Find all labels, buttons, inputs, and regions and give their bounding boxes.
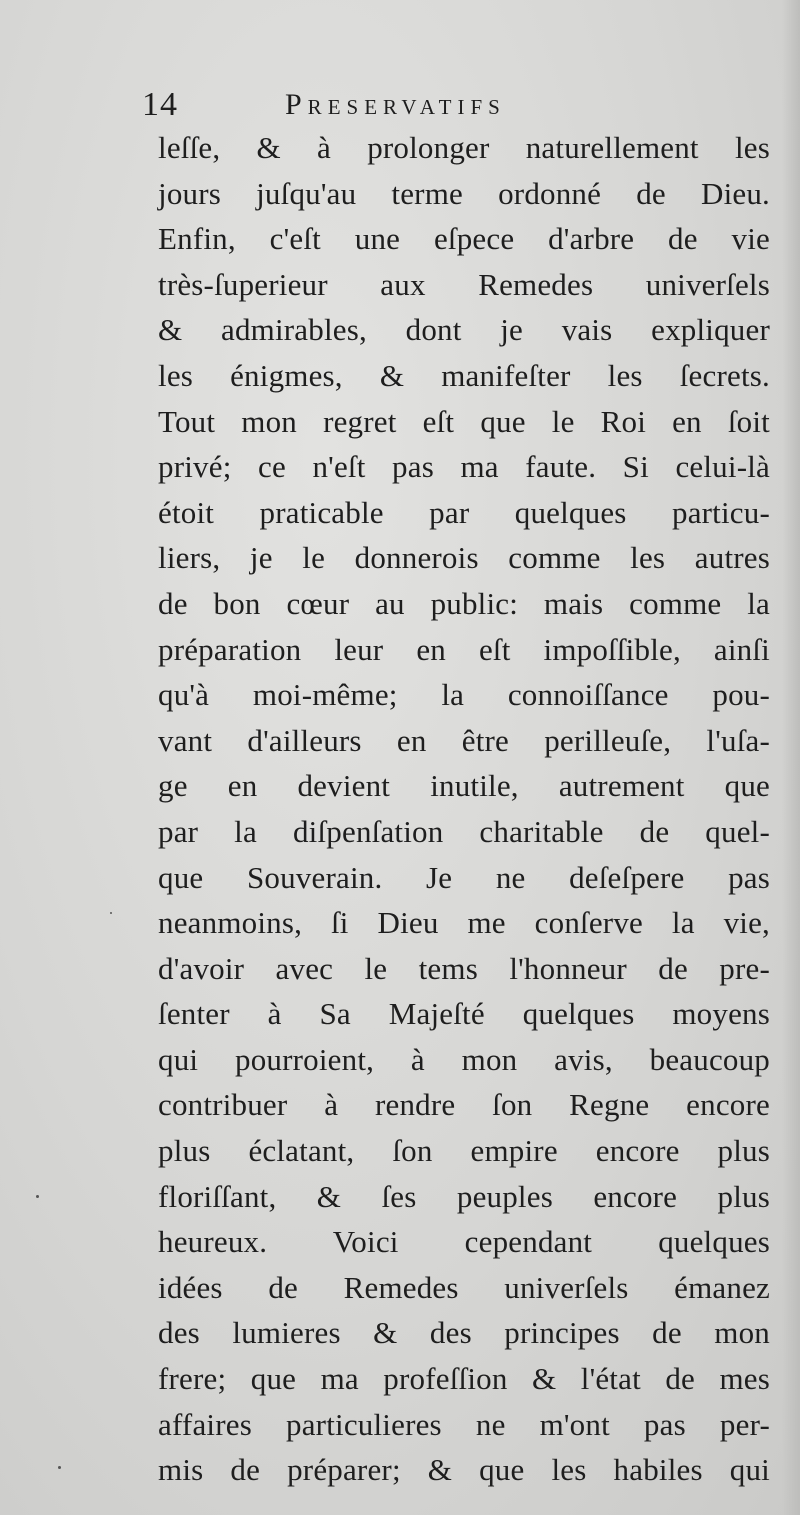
text-line: qui pourroient, à mon avis, beaucoup (158, 1041, 770, 1077)
text-line: frere; que ma profeſſion & l'état de mes (158, 1361, 770, 1397)
text-line: ſenter à Sa Majeſté quelques moyens (158, 996, 770, 1032)
text-line: par la diſpenſation charitable de quel- (158, 813, 770, 849)
text-line: idées de Remedes univerſels émanez (158, 1269, 770, 1305)
text-line: affaires particulieres ne m'ont pas per- (158, 1406, 770, 1442)
text-line: leſſe, & à prolonger naturellement les (158, 130, 770, 165)
text-line: qu'à moi-même; la connoiſſance pou- (158, 677, 770, 713)
text-line: plus éclatant, ſon empire encore plus (158, 1133, 770, 1169)
text-line: étoit praticable par quelques particu- (158, 494, 770, 530)
text-line: préparation leur en eſt impoſſible, ainſi (158, 631, 770, 667)
text-line: de bon cœur au public: mais comme la (158, 585, 770, 621)
text-line: mis de préparer; & que les habiles qui (158, 1452, 770, 1488)
page-number: 14 (142, 86, 178, 123)
page-edge-shadow (782, 0, 800, 1515)
body-text (158, 125, 770, 1493)
text-line: Enfin, c'eſt une eſpece d'arbre de vie (158, 221, 770, 257)
ink-speck (36, 1195, 39, 1198)
text-line: des lumieres & des principes de mon (158, 1315, 770, 1351)
page-header (142, 86, 782, 130)
text-line: neanmoins, ſi Dieu me conſerve la vie, (158, 905, 770, 941)
text-line: floriſſant, & ſes peuples encore plus (158, 1178, 770, 1214)
text-line: & admirables, dont je vais expliquer (158, 312, 770, 348)
text-line: heureux. Voici cependant quelques (158, 1224, 770, 1260)
text-line: Tout mon regret eſt que le Roi en ſoit (158, 403, 770, 439)
text-line: très-ſuperieur aux Remedes univerſels (158, 266, 770, 302)
ink-speck (58, 1466, 61, 1469)
text-line: liers, je le donnerois comme les autres (158, 540, 770, 576)
text-line: ge en devient inutile, autrement que (158, 768, 770, 804)
text-line: privé; ce n'eſt pas ma faute. Si celui-là (158, 449, 770, 485)
text-line: que Souverain. Je ne deſeſpere pas (158, 859, 770, 895)
text-line: vant d'ailleurs en être perilleuſe, l'uſa- (158, 722, 770, 758)
text-line: les énigmes, & manifeſter les ſecrets. (158, 357, 770, 393)
text-line: contribuer à rendre ſon Regne encore (158, 1087, 770, 1123)
running-head: Preservatifs (285, 88, 506, 121)
text-line: jours juſqu'au terme ordonné de Dieu. (158, 175, 770, 211)
ink-speck (110, 912, 112, 914)
text-line: d'avoir avec le tems l'honneur de pre- (158, 950, 770, 986)
